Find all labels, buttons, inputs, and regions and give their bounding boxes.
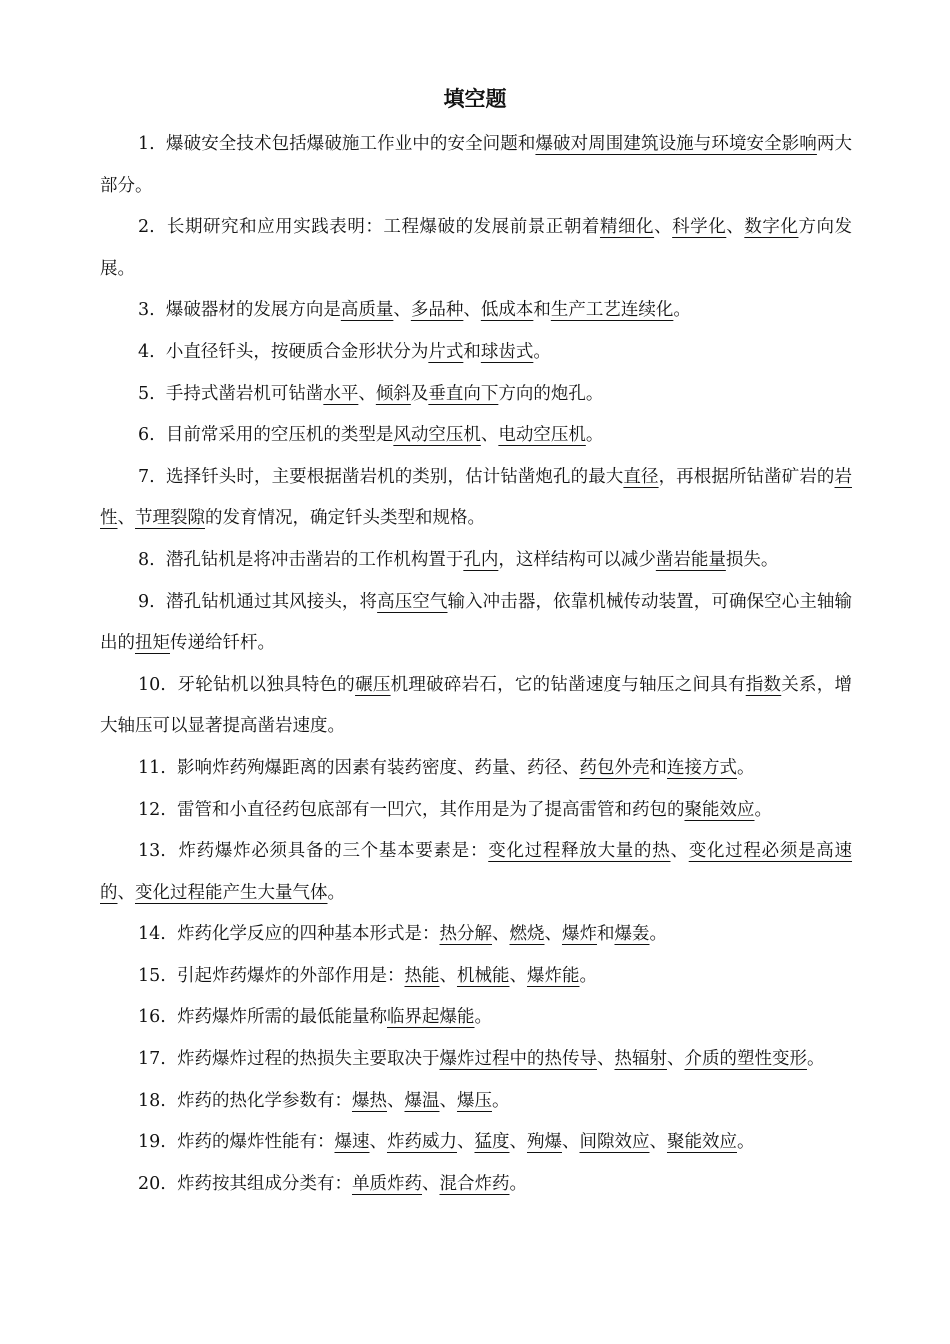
question-text: 长期研究和应用实践表明：工程爆破的发展前景正朝着 xyxy=(166,217,600,238)
question-text: 、 xyxy=(439,965,457,986)
answer-blank: 炸药威力 xyxy=(386,1132,457,1153)
answer-blank: 爆速 xyxy=(334,1132,370,1153)
question-text: 爆破器材的发展方向是 xyxy=(165,300,341,321)
question-number: 8. xyxy=(138,549,155,570)
question-text: 。 xyxy=(736,757,755,778)
answer-blank: 直径 xyxy=(623,466,659,487)
answer-blank: 混合炸药 xyxy=(439,1173,510,1194)
question-number: 6. xyxy=(138,425,155,446)
answer-blank: 电动空压机 xyxy=(498,425,586,446)
question-text: 、 xyxy=(596,1049,615,1070)
question-text: 潜孔钻机是将冲击凿岩的工作机构置于 xyxy=(165,549,464,570)
question-text: 炸药化学反应的四种基本形式是： xyxy=(176,924,440,945)
question-text: 和 xyxy=(463,341,481,362)
question-text: 损失。 xyxy=(725,549,779,570)
question-number: 16. xyxy=(138,1007,166,1028)
answer-blank: 凿岩能量 xyxy=(655,549,726,570)
answer-blank: 爆温 xyxy=(404,1090,440,1111)
question-text: 。 xyxy=(533,341,551,362)
answer-blank: 聚能效应 xyxy=(666,1132,737,1153)
question-number: 3. xyxy=(138,300,155,321)
question-item xyxy=(100,290,852,332)
question-text: 炸药爆炸必须具备的三个基本要素是： xyxy=(178,841,489,862)
answer-blank: 变化过程释放大量的热 xyxy=(488,841,671,862)
question-text: 、 xyxy=(117,508,135,529)
question-item xyxy=(100,415,852,457)
question-number: 4. xyxy=(138,341,155,362)
answer-blank: 风动空压机 xyxy=(393,425,481,446)
question-text: 输入冲击器，依靠机械传动装置，可确保空心主轴输出的 xyxy=(100,591,853,654)
page-title: 填空题 xyxy=(443,87,507,111)
question-text: 目前常采用的空压机的类型是 xyxy=(165,425,394,446)
question-text: 、 xyxy=(666,1049,685,1070)
question-text: 和 xyxy=(533,300,551,321)
question-text: 和 xyxy=(649,757,667,778)
question-text: 、 xyxy=(358,383,376,404)
question-text: 、 xyxy=(726,217,745,238)
question-text: 、 xyxy=(117,882,135,903)
question-item xyxy=(100,1039,852,1081)
answer-blank: 爆炸过程中的热传导 xyxy=(439,1049,597,1070)
answer-blank: 数字化 xyxy=(744,217,799,238)
answer-blank: 介质的塑性变形 xyxy=(684,1049,807,1070)
question-text: 、 xyxy=(654,217,673,238)
answer-blank: 临界起爆能 xyxy=(386,1007,475,1028)
question-text: 小直径钎头，按硬质合金形状分为 xyxy=(165,341,429,362)
question-number: 14. xyxy=(138,924,166,945)
answer-blank: 机械能 xyxy=(456,965,510,986)
question-text: 手持式凿岩机可钻凿 xyxy=(165,383,324,404)
question-text: 炸药爆炸所需的最低能量称 xyxy=(176,1007,387,1028)
question-item xyxy=(100,207,852,290)
answer-blank: 爆轰 xyxy=(614,924,650,945)
question-number: 5. xyxy=(138,383,155,404)
question-text: 方向的炮孔。 xyxy=(498,383,604,404)
question-text: 、 xyxy=(480,425,499,446)
question-item xyxy=(100,540,852,582)
question-number: 1. xyxy=(138,134,155,154)
answer-blank: 低成本 xyxy=(480,300,534,321)
question-item xyxy=(100,1081,852,1123)
answer-blank: 连接方式 xyxy=(666,757,737,778)
question-text: 、 xyxy=(649,1132,667,1153)
answer-blank: 热辐射 xyxy=(614,1049,667,1070)
question-text: 。 xyxy=(649,924,667,945)
question-text: ，再根据所钻凿矿岩的 xyxy=(658,466,835,487)
question-text: 。 xyxy=(474,1007,492,1028)
question-text: 引起炸药爆炸的外部作用是： xyxy=(176,965,405,986)
question-item xyxy=(100,332,852,374)
question-text: 。 xyxy=(491,1090,510,1111)
answer-blank: 科学化 xyxy=(672,217,727,238)
question-item xyxy=(100,914,852,956)
answer-blank: 爆压 xyxy=(456,1090,492,1111)
answer-blank: 热分解 xyxy=(439,924,492,945)
question-text: 牙轮钻机以独具特色的 xyxy=(177,674,356,695)
question-item xyxy=(100,1164,852,1206)
question-text: ，这样结构可以减少 xyxy=(498,549,656,570)
question-text: 。 xyxy=(509,1173,527,1194)
question-text: 潜孔钻机通过其风接头，将 xyxy=(166,591,378,612)
question-item xyxy=(100,997,852,1039)
question-text: 、 xyxy=(393,300,411,321)
question-number: 2. xyxy=(138,217,155,238)
question-text: 。 xyxy=(327,882,345,903)
question-number: 13. xyxy=(138,841,166,862)
question-text: 及 xyxy=(410,383,429,404)
question-text: 、 xyxy=(670,841,689,862)
question-item xyxy=(100,582,852,665)
question-number: 7. xyxy=(138,466,155,487)
question-text: 两大部分。 xyxy=(100,134,852,196)
question-text: 炸药爆炸过程的热损失主要取决于 xyxy=(176,1049,440,1070)
question-text: 。 xyxy=(579,965,597,986)
answer-blank: 爆炸 xyxy=(561,924,597,945)
question-text: 、 xyxy=(386,1090,405,1111)
question-text: 、 xyxy=(561,1132,580,1153)
answer-blank: 药包外壳 xyxy=(579,757,650,778)
question-item xyxy=(100,1122,852,1164)
answer-blank: 变化过程能产生大量气体 xyxy=(135,882,328,903)
answer-blank: 聚能效应 xyxy=(684,799,755,820)
question-text: 炸药的爆炸性能有： xyxy=(176,1132,335,1153)
answer-blank: 碾压 xyxy=(355,674,391,695)
answer-blank: 猛度 xyxy=(474,1132,510,1153)
question-text: 、 xyxy=(463,300,481,321)
question-item xyxy=(100,956,852,998)
question-text: 影响炸药殉爆距离的因素有装药密度、药量、药径、 xyxy=(176,757,580,778)
answer-blank: 爆热 xyxy=(351,1090,387,1111)
answer-blank: 扭矩 xyxy=(135,633,170,654)
question-text: 传递给钎杆。 xyxy=(170,633,275,654)
question-text: 方向发展。 xyxy=(100,217,853,279)
answer-blank: 球齿式 xyxy=(480,341,534,362)
answer-blank: 生产工艺连续化 xyxy=(550,300,674,321)
question-text: 、 xyxy=(509,965,527,986)
question-number: 11. xyxy=(138,757,166,778)
answer-blank: 多品种 xyxy=(410,300,464,321)
question-text: 爆破安全技术包括爆破施工作业中的安全问题和 xyxy=(166,134,536,154)
question-item xyxy=(100,748,852,790)
answer-blank: 爆破对周围建筑设施与环境安全影响 xyxy=(535,134,817,154)
question-number: 20. xyxy=(138,1173,166,1194)
answer-blank: 倾斜 xyxy=(375,383,411,404)
answer-blank: 指数 xyxy=(745,674,782,695)
question-text: 、 xyxy=(509,1132,527,1153)
question-text: 、 xyxy=(456,1132,475,1153)
question-text: 、 xyxy=(439,1090,457,1111)
answer-blank: 岩性 xyxy=(100,466,852,529)
question-item xyxy=(100,831,852,914)
answer-blank: 间隙效应 xyxy=(579,1132,650,1153)
question-text: 、 xyxy=(544,924,562,945)
question-text: 。 xyxy=(673,300,691,321)
answer-blank: 热能 xyxy=(404,965,440,986)
question-item xyxy=(100,374,852,416)
question-text: 炸药按其组成分类有： xyxy=(176,1173,352,1194)
question-text: 。 xyxy=(585,425,604,446)
answer-blank: 节理裂隙 xyxy=(135,508,205,529)
answer-blank: 片式 xyxy=(428,341,464,362)
answer-blank: 单质炸药 xyxy=(351,1173,422,1194)
question-text: 机理破碎岩石，它的钻凿速度与轴压之间具有 xyxy=(390,674,746,695)
question-text: 、 xyxy=(421,1173,440,1194)
question-number: 15. xyxy=(138,965,166,986)
question-item xyxy=(100,665,852,748)
question-text: 、 xyxy=(369,1132,387,1153)
answer-blank: 爆炸能 xyxy=(526,965,580,986)
answer-blank: 孔内 xyxy=(463,549,499,570)
question-list xyxy=(100,124,852,1205)
question-item xyxy=(100,790,852,832)
question-text: 关系，增大轴压可以显著提高凿岩速度。 xyxy=(100,674,853,737)
question-text: 雷管和小直径药包底部有一凹穴，其作用是为了提高雷管和药包的 xyxy=(176,799,685,820)
question-text: 、 xyxy=(491,924,510,945)
answer-blank: 燃烧 xyxy=(509,924,545,945)
question-text: 的发育情况，确定钎头类型和规格。 xyxy=(205,508,485,529)
question-number: 17. xyxy=(138,1049,166,1070)
question-text: 。 xyxy=(754,799,772,820)
answer-blank: 变化过程必须是高速的 xyxy=(100,841,853,903)
question-number: 9. xyxy=(138,591,155,612)
question-text: 。 xyxy=(736,1132,755,1153)
question-number: 19. xyxy=(138,1132,166,1153)
answer-blank: 高质量 xyxy=(340,300,394,321)
question-number: 10. xyxy=(138,674,166,695)
question-text: 和 xyxy=(596,924,615,945)
question-number: 18. xyxy=(138,1090,166,1111)
question-text: 。 xyxy=(806,1049,825,1070)
answer-blank: 垂直向下 xyxy=(428,383,499,404)
question-number: 12. xyxy=(138,799,166,820)
answer-blank: 精细化 xyxy=(599,217,655,238)
answer-blank: 水平 xyxy=(323,383,359,404)
question-text: 炸药的热化学参数有： xyxy=(176,1090,352,1111)
answer-blank: 殉爆 xyxy=(526,1132,562,1153)
answer-blank: 高压空气 xyxy=(377,591,448,612)
question-item xyxy=(100,457,852,540)
question-item xyxy=(100,124,852,207)
question-text: 选择钎头时，主要根据凿岩机的类别，估计钻凿炮孔的最大 xyxy=(166,466,624,487)
